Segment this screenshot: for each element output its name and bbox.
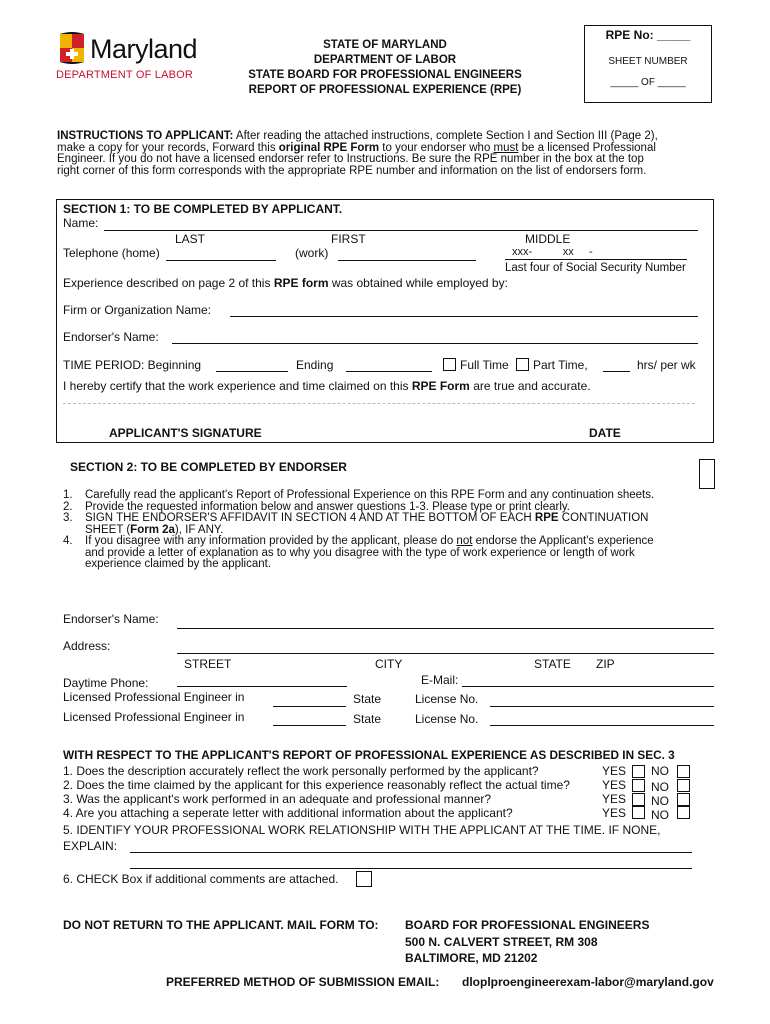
list-item-text: Carefully read the applicant's Report of Professional Experience on this RPE Form and any continuation sheets. <box>85 489 655 501</box>
mail-address-line-3: BALTIMORE, MD 21202 <box>405 951 538 965</box>
experience-text-c: was obtained while employed by: <box>328 276 508 290</box>
middle-label: MIDDLE <box>525 232 571 246</box>
experience-text <box>63 276 508 290</box>
list-item-number: 1. <box>63 489 73 501</box>
q3-yes-checkbox[interactable] <box>632 793 645 806</box>
list-item-text: and provide a letter of explanation as to why you disagree with the type of work experience or length of work <box>85 546 635 559</box>
endorser-name-label: Endorser's Name: <box>63 612 159 626</box>
ssn-field[interactable] <box>505 259 687 260</box>
license-2-label: Licensed Professional Engineer in <box>63 710 245 724</box>
q4-no-checkbox[interactable] <box>677 806 690 819</box>
license-1-number-field[interactable] <box>490 706 714 707</box>
list-item-text: Form 2a <box>130 523 175 536</box>
rpe-number-box <box>584 25 712 103</box>
instructions-text-2e: be a licensed Professional <box>518 141 656 154</box>
firm-field[interactable] <box>230 316 698 317</box>
logo-subtext: DEPARTMENT OF LABOR <box>56 69 194 81</box>
q1-yes-label: YES <box>602 764 627 778</box>
question-1: 1. Does the description accurately reflect the work personally performed by the applicant? <box>63 764 539 778</box>
address-field[interactable] <box>177 653 714 654</box>
rpe-no-field[interactable]: RPE No: _____ <box>605 28 691 42</box>
certify-text <box>63 379 591 393</box>
email-label: E-Mail: <box>421 673 459 687</box>
license-1-label: Licensed Professional Engineer in <box>63 690 245 704</box>
license-2-state-field[interactable] <box>273 725 346 726</box>
ending-label: Ending <box>296 358 334 372</box>
license-1-number-label: License No. <box>415 692 479 706</box>
license-2-number-field[interactable] <box>490 725 714 726</box>
list-item-number: 3. <box>63 512 73 524</box>
time-ending-field[interactable] <box>346 371 432 372</box>
explain-label: EXPLAIN: <box>63 839 118 853</box>
title-line-4: REPORT OF PROFESSIONAL EXPERIENCE (RPE) <box>248 84 522 96</box>
first-label: FIRST <box>331 232 366 246</box>
street-label: STREET <box>184 657 232 671</box>
question-3: 3. Was the applicant's work performed in an adequate and professional manner? <box>63 792 492 806</box>
date-label: DATE <box>589 426 621 440</box>
telephone-home-field[interactable] <box>166 260 276 261</box>
question-5: 5. IDENTIFY YOUR PROFESSIONAL WORK RELATIONSHIP WITH THE APPLICANT AT THE TIME. IF NONE, <box>63 823 661 837</box>
list-item-text: CONTINUATION <box>558 512 649 524</box>
q1-yes-checkbox[interactable] <box>632 765 645 778</box>
sheet-of-field[interactable]: _____ OF _____ <box>610 77 686 88</box>
q4-no-label: NO <box>651 808 669 822</box>
q3-yes-label: YES <box>602 792 627 806</box>
license-2-state-label: State <box>353 712 382 726</box>
city-label: CITY <box>375 657 403 671</box>
instructions-text-3: Engineer. If you do not have a licensed endorser refer to Instructions. Be sure the RPE number in the box at the top <box>57 153 644 165</box>
preferred-method-label: PREFERRED METHOD OF SUBMISSION EMAIL: <box>166 975 440 989</box>
endorser-instructions-list <box>63 490 713 571</box>
part-time-label: Part Time, <box>533 358 588 372</box>
instructions <box>57 131 717 177</box>
q4-yes-checkbox[interactable] <box>632 806 645 819</box>
list-item-text: SHEET ( <box>85 523 131 536</box>
address-label: Address: <box>63 639 111 653</box>
title-line-2: DEPARTMENT OF LABOR <box>313 54 457 66</box>
form-title <box>220 38 550 98</box>
section-1-box <box>56 199 714 443</box>
q1-no-label: NO <box>651 764 669 778</box>
explain-field-1[interactable] <box>130 852 692 853</box>
hours-label: hrs/ per wk <box>637 358 696 372</box>
title-line-3: STATE BOARD FOR PROFESSIONAL ENGINEERS <box>248 69 522 81</box>
list-item <box>63 513 713 536</box>
ssn-mask: xxx- xx - <box>512 246 593 258</box>
certify-text-a: I hereby certify that the work experience and time claimed on this <box>63 379 412 393</box>
time-period-label: TIME PERIOD: Beginning <box>63 358 202 372</box>
question-6: 6. CHECK Box if additional comments are attached. <box>63 872 339 886</box>
q4-yes-label: YES <box>602 806 627 820</box>
telephone-home-label: Telephone (home) <box>63 246 160 260</box>
list-item-text: SIGN THE ENDORSER'S AFFIDAVIT IN SECTION 4 AND AT THE BOTTOM OF EACH <box>85 512 535 524</box>
certify-text-c: are true and accurate. <box>469 379 591 393</box>
signature-line[interactable] <box>63 403 695 404</box>
title-line-1: STATE OF MARYLAND <box>323 39 447 51</box>
hours-field[interactable] <box>603 371 630 372</box>
name-field[interactable] <box>104 230 698 231</box>
last-label: LAST <box>175 232 206 246</box>
part-time-checkbox[interactable] <box>516 358 529 371</box>
maryland-flag-logo <box>56 32 88 66</box>
firm-label: Firm or Organization Name: <box>63 303 212 317</box>
endorser-field[interactable] <box>172 343 698 344</box>
zip-label: ZIP <box>596 657 615 671</box>
email-field[interactable] <box>462 686 714 687</box>
experience-text-a: Experience described on page 2 of this <box>63 276 274 290</box>
instructions-text-2d: must <box>493 141 519 154</box>
instructions-text-2c: to your endorser who <box>379 141 494 154</box>
question-4: 4. Are you attaching a seperate letter with additional information about the applicant? <box>63 806 513 820</box>
ssn-label: Last four of Social Security Number <box>505 262 686 274</box>
logo-wordmark: Maryland <box>90 34 198 64</box>
list-item-number: 4. <box>63 535 73 547</box>
instructions-text-4: right corner of this form corresponds with the appropriate RPE number and information on the list of endorsers form. <box>57 164 647 177</box>
telephone-work-label: (work) <box>295 246 329 260</box>
list-item-text: RPE <box>534 512 559 524</box>
q3-no-label: NO <box>651 794 669 808</box>
state-label: STATE <box>534 657 571 671</box>
submission-email-link[interactable]: dloplproengineerexam-labor@maryland.gov <box>462 975 714 989</box>
section-1-title: SECTION 1: TO BE COMPLETED BY APPLICANT. <box>63 202 343 216</box>
list-item-text: experience claimed by the applicant. <box>85 558 272 570</box>
q2-no-checkbox[interactable] <box>677 779 690 792</box>
instructions-text-1: After reading the attached instructions, complete Section I and Section III (Page 2), <box>233 130 658 142</box>
q1-no-checkbox[interactable] <box>677 765 690 778</box>
experience-text-b: RPE form <box>273 276 329 290</box>
section-2-checkbox[interactable] <box>699 459 715 489</box>
mail-address-line-2: 500 N. CALVERT STREET, RM 308 <box>405 935 598 949</box>
list-item <box>63 536 713 571</box>
list-item-text: Provide the requested information below and answer questions 1-3. Please type or print clearly. <box>85 500 570 513</box>
list-item-text: endorse the Applicant's experience <box>472 535 654 547</box>
full-time-checkbox[interactable] <box>443 358 456 371</box>
license-1-state-label: State <box>353 692 382 706</box>
instructions-text-2b: original RPE Form <box>278 141 380 154</box>
q2-no-label: NO <box>651 780 669 794</box>
instructions-label: INSTRUCTIONS TO APPLICANT: <box>57 130 234 142</box>
q3-no-checkbox[interactable] <box>677 793 690 806</box>
endorser-name-field[interactable] <box>177 628 714 629</box>
list-item-text: ), IF ANY. <box>174 523 224 536</box>
list-item-text: not <box>456 535 473 547</box>
certify-text-b: RPE Form <box>411 379 470 393</box>
q2-yes-label: YES <box>602 778 627 792</box>
endorser-label: Endorser's Name: <box>63 330 159 344</box>
license-1-state-field[interactable] <box>273 706 346 707</box>
list-item-text: If you disagree with any information provided by the applicant, please do <box>85 535 457 547</box>
applicant-signature-label: APPLICANT'S SIGNATURE <box>109 426 262 440</box>
q2-yes-checkbox[interactable] <box>632 779 645 792</box>
questions-heading: WITH RESPECT TO THE APPLICANT'S REPORT OF PROFESSIONAL EXPERIENCE AS DESCRIBED IN SEC. 3 <box>63 748 675 762</box>
daytime-phone-field[interactable] <box>177 686 347 687</box>
do-not-return-notice: DO NOT RETURN TO THE APPLICANT. MAIL FORM TO: <box>63 918 379 932</box>
list-item-number: 2. <box>63 500 73 513</box>
explain-field-2[interactable] <box>130 868 692 869</box>
license-2-number-label: License No. <box>415 712 479 726</box>
time-beginning-field[interactable] <box>216 371 288 372</box>
additional-comments-checkbox[interactable] <box>356 871 372 887</box>
name-label: Name: <box>63 216 99 230</box>
sheet-number-label: SHEET NUMBER <box>608 56 688 67</box>
telephone-work-field[interactable] <box>338 260 476 261</box>
instructions-text-2a: make a copy for your records, Forward this <box>57 141 279 154</box>
daytime-phone-label: Daytime Phone: <box>63 676 149 690</box>
full-time-label: Full Time <box>460 358 509 372</box>
mail-address-line-1: BOARD FOR PROFESSIONAL ENGINEERS <box>405 918 650 932</box>
section-2-title: SECTION 2: TO BE COMPLETED BY ENDORSER <box>70 460 347 474</box>
question-2: 2. Does the time claimed by the applicant for this experience reasonably reflect the actual time? <box>63 778 570 792</box>
